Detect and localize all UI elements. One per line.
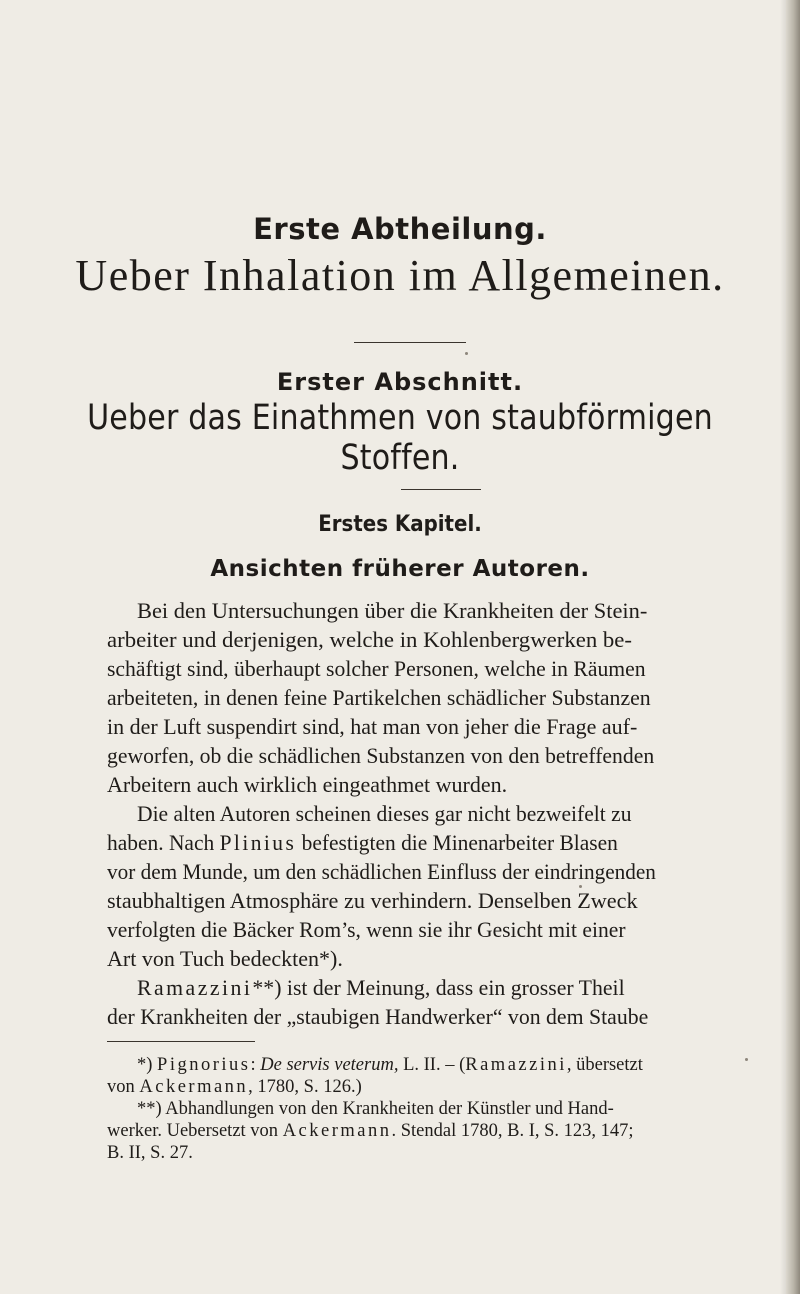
work-title: De servis veterum,: [260, 1055, 399, 1075]
author-name: Ramazzini: [465, 1055, 567, 1075]
body-line: [137, 800, 632, 828]
body-text: **) ist der Meinung, dass ein grosser Theil: [252, 975, 625, 1000]
body-text: arbeiter und derjenigen, welche in Kohlenbergwerken be-: [107, 627, 632, 652]
chapter-heading: Erstes Kapitel.: [318, 512, 482, 537]
footnote-mark: *): [137, 1055, 158, 1075]
body-text: schäftigt sind, überhaupt solcher Personen, welche in Räumen: [107, 656, 646, 681]
author-name: Pignorius: [157, 1055, 251, 1075]
body-text: Arbeitern auch wirklich eingeathmet wurden.: [107, 772, 508, 797]
ink-speck: [465, 352, 468, 355]
chapter-title: Ansichten früherer Autoren.: [210, 556, 590, 582]
footnote-line: [137, 1054, 643, 1076]
footnote-text: **) Abhandlungen von den Krankheiten der Künstler und Hand-: [137, 1099, 614, 1119]
footnote-text: L. II. – (: [398, 1055, 466, 1075]
body-text: der Krankheiten der „staubigen Handwerker“ von dem Staube: [107, 1004, 649, 1029]
author-name: Plinius: [219, 830, 297, 855]
body-line: [107, 945, 343, 973]
footnote-line: [107, 1076, 362, 1098]
body-line: [107, 655, 646, 683]
footnote-text: B. II, S. 27.: [107, 1143, 193, 1163]
body-text: geworfen, ob die schädlichen Substanzen von den betreffenden: [107, 743, 655, 768]
footnote-rule: [107, 1041, 255, 1042]
body-line: [107, 742, 654, 770]
author-name: Ackermann: [139, 1077, 249, 1097]
divider-rule: [354, 342, 466, 343]
subtitle: Ueber das Einathmen von staubförmigen Stoffen.: [87, 398, 713, 478]
footnote-line: [107, 1142, 193, 1164]
body-line: [107, 887, 638, 915]
body-line: [107, 684, 651, 712]
subsection-heading: Erster Abschnitt.: [276, 368, 524, 396]
book-spine-edge: [786, 0, 800, 1294]
footnote-text: , übersetzt: [566, 1055, 643, 1075]
body-line: [107, 916, 625, 944]
body-line: [107, 1003, 648, 1031]
footnote-line: [107, 1120, 634, 1142]
body-text: staubhaltigen Atmosphäre zu verhindern. Denselben Zweck: [107, 888, 638, 913]
footnote-text: , 1780, S. 126.): [248, 1077, 362, 1097]
body-text: haben. Nach: [107, 830, 220, 855]
body-line: [107, 626, 632, 654]
body-text: verfolgten die Bäcker Rom’s, wenn sie ihr Gesicht mit einer: [107, 917, 626, 942]
body-text: vor dem Munde, um den schädlichen Einfluss der eindringenden: [107, 859, 656, 884]
main-title: Ueber Inhalation im Allgemeinen.: [75, 251, 725, 300]
author-name: Ackermann: [282, 1121, 392, 1141]
body-line: [137, 974, 625, 1002]
section-heading: Erste Abtheilung.: [253, 212, 547, 246]
body-line: [107, 771, 507, 799]
footnote-text: von: [107, 1077, 140, 1097]
body-line: [107, 858, 656, 886]
divider-rule: [401, 489, 481, 490]
body-text: Bei den Untersuchungen über die Krankheiten der Stein-: [137, 598, 648, 623]
footnote-text: . Stendal 1780, B. I, S. 123, 147;: [391, 1121, 634, 1141]
footnote-line: [137, 1098, 614, 1120]
paper-speck: [745, 1058, 748, 1061]
body-line: [137, 597, 647, 625]
footnote-text: :: [250, 1055, 261, 1075]
body-text: in der Luft suspendirt sind, hat man von jeher die Frage auf-: [107, 714, 638, 739]
body-line: [107, 713, 637, 741]
footnote-text: werker. Uebersetzt von: [107, 1121, 283, 1141]
body-text: befestigten die Minenarbeiter Blasen: [296, 830, 618, 855]
body-line: [107, 829, 618, 857]
body-text: Art von Tuch bedeckten*).: [107, 946, 343, 971]
author-name: Ramazzini: [137, 975, 253, 1000]
body-text: arbeiteten, in denen feine Partikelchen schädlicher Substanzen: [107, 685, 651, 710]
paper-speck: [579, 885, 582, 888]
body-text: Die alten Autoren scheinen dieses gar nicht bezweifelt zu: [137, 801, 632, 826]
